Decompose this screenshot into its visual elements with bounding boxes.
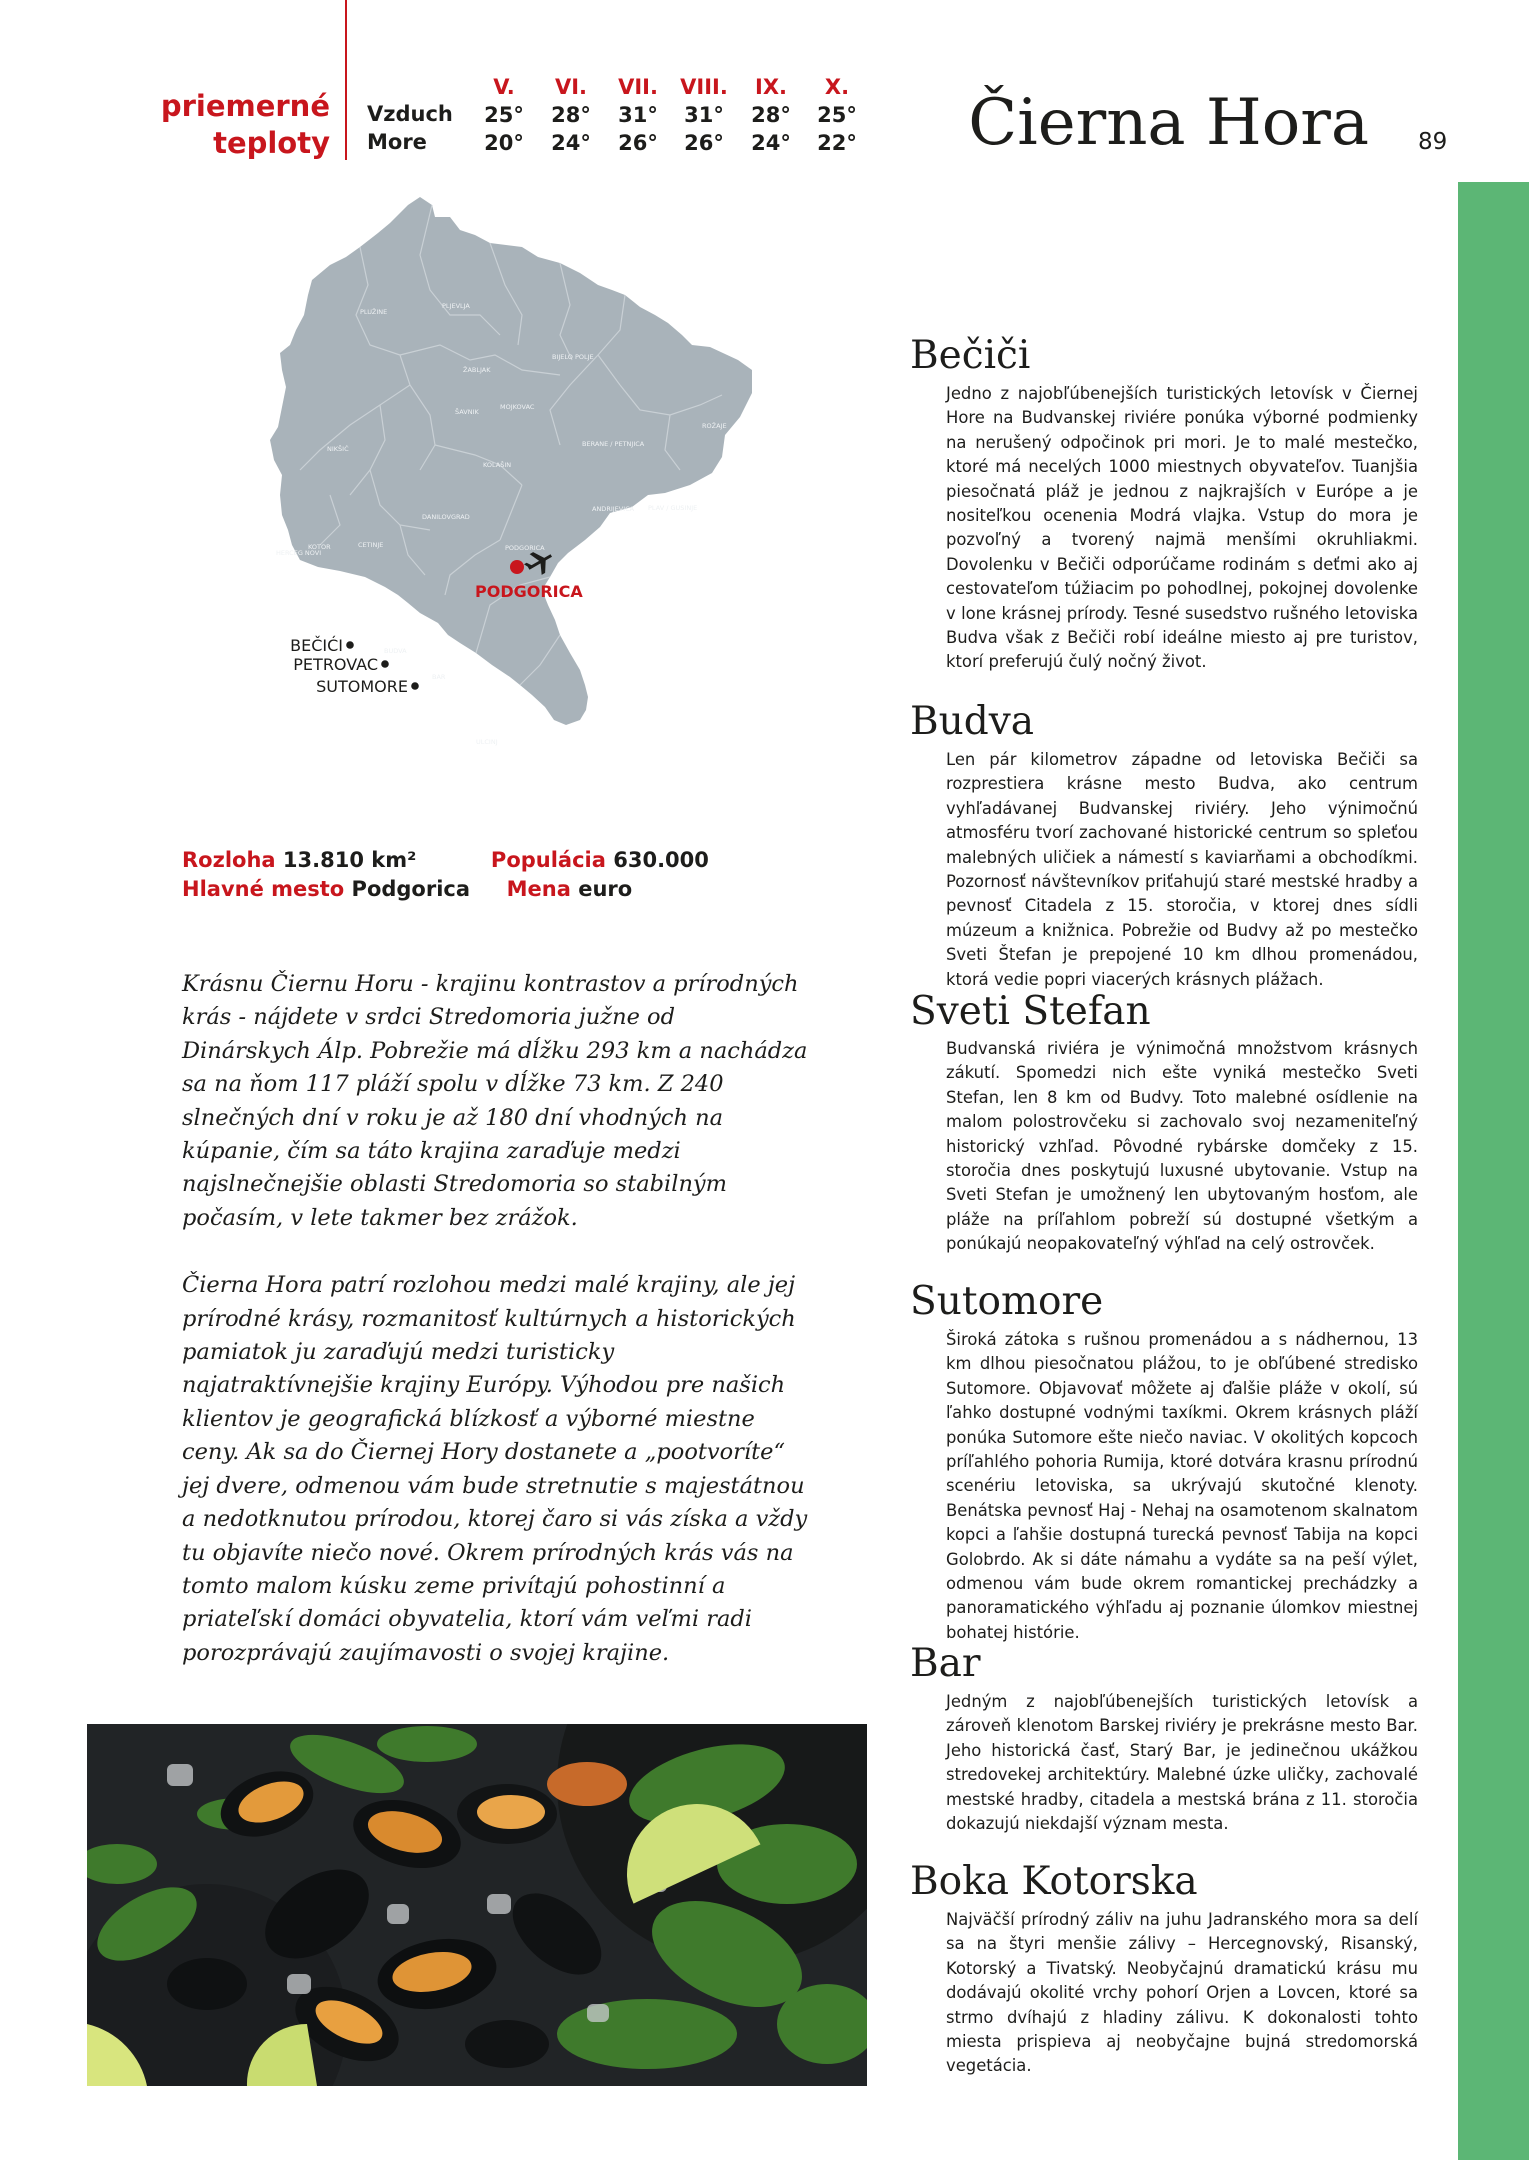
- intro-text: [182, 968, 810, 1704]
- capital-label: PODGORICA: [475, 582, 583, 601]
- section-title: Budva: [910, 699, 1035, 744]
- map-region-label: DANILOVGRAD: [422, 513, 470, 521]
- map-region-label: PODGORICA: [505, 544, 545, 552]
- map-region-label: ULCINJ: [476, 738, 498, 746]
- sea-temp: 22°: [817, 131, 857, 155]
- currency-value: euro: [578, 877, 633, 901]
- month-label: V.: [493, 75, 515, 99]
- population-value: 630.000: [613, 848, 709, 872]
- month-column: [603, 73, 673, 157]
- sea-temp: 26°: [618, 131, 658, 155]
- resort-label: BEČIĆI: [290, 636, 343, 655]
- air-temp: 28°: [751, 103, 791, 127]
- temperature-heading-line1: priemerné: [160, 89, 330, 123]
- section-title: Bar: [910, 1641, 981, 1686]
- seafood-photo: [87, 1724, 867, 2086]
- country-facts: [182, 846, 709, 904]
- month-label: X.: [824, 75, 850, 99]
- map-region-label: ANDRIJEVICA: [592, 505, 635, 513]
- green-side-bar: [1458, 182, 1529, 2160]
- section-body: Budvanská riviéra je výnimočná množstvom krásnych zákutí. Spomedzi nich ešte vyniká mestečko Sveti Stefan, len 8 km od Budvy. Toto malebné osídlenie na malom polostrovčeku si zachovalo svoj nezameniteľný historický vzhľad. Pôvodné rybárske domčeky z 15. storočia dnes poskytujú luxusné ubytovanie. Vstup na Sveti Stefan je umožnený len ubytovaným hosťom, ale pláže na príľahlom pobreží sú dostupné všetkým a ponúkajú neopakovateľný výhľad na celý ostrovček.: [946, 1039, 1418, 1254]
- month-column: [669, 73, 739, 157]
- month-column: [469, 73, 539, 157]
- map-region-label: CETINJE: [358, 541, 384, 549]
- month-label: IX.: [755, 75, 787, 99]
- area-value: 13.810 km²: [282, 848, 417, 872]
- sea-temp: 26°: [684, 131, 724, 155]
- temperature-heading-line2: teploty: [213, 126, 330, 160]
- resort-marker: [411, 682, 419, 690]
- map-region-label: ŽABLJAK: [463, 366, 491, 374]
- section-body: Najväčší prírodný záliv na juhu Jadranského mora sa delí sa na štyri menšie zálivy – Hercegnovský, Risanský, Kotorský a Tivatský. Neobyčajnú dramatickú krásu mu dodávajú okolité vrchy pohorí Orjen a Lovcen, ktoré sa strmo dvíhajú z hladiny zálivu. K dokonalosti tohto miesta prispieva aj neobyčajne bujná stredomorská vegetácia.: [946, 1910, 1418, 2076]
- resort-marker: [381, 660, 389, 668]
- capital-city-value: Podgorica: [351, 877, 471, 901]
- month-label: VII.: [618, 75, 658, 99]
- resort-label: SUTOMORE: [316, 677, 408, 696]
- population-label: Populácia: [490, 848, 606, 872]
- map-region-label: KOTOR: [308, 543, 331, 551]
- section-title: Bečiči: [910, 333, 1031, 378]
- map-region-label: PLAV / GUSINJE: [648, 504, 698, 512]
- section-body: Jedným z najobľúbenejších turistických letovísk a zároveň klenotom Barskej riviéry je prekrásne mesto Bar. Jeho historická časť, Starý Bar, je jedinečnou ukážkou stredovekej architektúry. Malebné úzke uličky, zachovalé mestské hradby, citadela a mestská brána z 11. storočia dokazujú niekdajší význam mesta.: [946, 1692, 1418, 1834]
- resort-label: PETROVAC: [293, 655, 378, 674]
- month-label: VIII.: [680, 75, 728, 99]
- page-number: 89: [1418, 129, 1448, 155]
- section-body: Len pár kilometrov západne od letoviska Bečiči sa rozprestiera krásne mesto Budva, ako centrum vyhľadávanej Budvanskej riviéry. Jeho výnimočnú atmosféru tvorí zachované historické centrum so spleťou malebných uličiek a námestí s kaviarňami a obchodíkmi. Pozornosť návštevníkov priťahujú staré mestské hradby a pevnosť Citadela z 15. storočia, v ktorej dnes sídli múzeum a knižnica. Pobrežie od Budvy až po mestečko Sveti Štefan je prepojené 10 km dlhou promenádou, ktorá vedie popri viacerých krásnych plážach.: [946, 750, 1418, 989]
- air-temp: 31°: [618, 103, 658, 127]
- map-region-label: MOJKOVAC: [500, 403, 535, 411]
- map-region-label: BAR: [432, 673, 446, 681]
- resort-marker: [346, 641, 354, 649]
- air-temp: 25°: [817, 103, 857, 127]
- section-body: Jedno z najobľúbenejších turistických letovísk v Čiernej Hore na Budvanskej riviére ponúka výborné podmienky na nerušený odpočinok pri mori. Je to malé mestečko, ktoré má necelých 1000 miestnych obyvateľov. Tuanjšia piesočnatá pláž je jednou z najkrajších v Európe a je nositeľkou ocenenia Modrá vlajka. Vstup do mora je pozvoľný a tvorený najmä menšími okruhliakmi. Dovolenku v Bečiči odporúčame rodinám s deťmi ako aj cestovateľom túžiacim po pohodlnej, pokojnej dovolenke v lone krásnej prírody. Tesné susedstvo rušného letoviska Budva však z Bečiči robí ideálne miesto aj pre turistov, ktorí preferujú čulý nočný život.: [946, 384, 1418, 672]
- section-title: Boka Kotorska: [910, 1859, 1198, 1904]
- sea-temp: 20°: [484, 131, 524, 155]
- map-region-label: BIJELO POLJE: [552, 353, 594, 361]
- map-region-label: PLJEVLJA: [442, 302, 470, 310]
- currency-label: Mena: [506, 877, 571, 901]
- section-title: Sutomore: [910, 1279, 1104, 1324]
- capital-city-label: Hlavné mesto: [182, 877, 345, 901]
- map-region-label: ŠAVNIK: [455, 408, 479, 416]
- map-region-label: KOLAŠIN: [483, 461, 512, 469]
- month-column: [736, 73, 806, 157]
- month-column: [802, 73, 872, 157]
- map-region-label: ROŽAJE: [702, 422, 727, 430]
- air-temp: 31°: [684, 103, 724, 127]
- area-label: Rozloha: [182, 848, 276, 872]
- map-region-label: BERANE / PETNJICA: [582, 440, 645, 448]
- map-region-label: PLUŽINE: [360, 308, 388, 316]
- map-region-label: NIKŠIĆ: [327, 445, 349, 453]
- intro-paragraph: Čierna Hora patrí rozlohou medzi malé krajiny, ale jej prírodné krásy, rozmanitosť kultúrnych a historických pamiatok ju zaraďujú medzi turisticky najatraktívnejšie krajiny Európy. Výhodou pre našich klientov je geografická blízkosť a výborné miestne ceny. Ak sa do Čiernej Hory dostanete a „pootvoríte“ jej dvere, odmenou vám bude stretnutie s majestátnou a nedotknutou prírodou, ktorej čaro si vás získa a vždy tu objavíte niečo nové. Okrem prírodných krás vás na tomto malom kúsku zeme privítajú pohostinní a priateľskí domáci obyvatelia, ktorí vám veľmi radi porozprávajú zaujímavosti o svojej krajine.: [182, 1272, 808, 1666]
- sea-row-label: More: [367, 130, 427, 154]
- air-row-label: Vzduch: [367, 102, 453, 126]
- section-body: Široká zátoka s rušnou promenádou a s nádhernou, 13 km dlhou piesočnatou plážou, to je obľúbené stredisko Sutomore. Objavovať môžete aj ďalšie pláže v okolí, sú ľahko dostupné vodnými taxíkmi. Okrem krásnych pláží ponúka Sutomore ešte niečo naviac. V okolitých kopcoch príľahlého pohoria Rumija, ktoré dotvára krasnu prírodnú scenériu letoviska, sa ukrývajú skutočné klenoty. Benátska pevnosť Haj - Nehaj na osamotenom skalnatom kopci a ľahšie dostupná turecká pevnosť Tabija na kopci Golobrdo. Ak si dáte námahu a vydáte sa na peší výlet, odmenou vám bude okrem romantickej prechádzky a panoramatického výhľadu aj poznanie úlomkov miestnej bohatej histórie.: [946, 1330, 1418, 1642]
- montenegro-map: [260, 195, 780, 795]
- facts-row: [182, 875, 709, 904]
- facts-row: [182, 846, 709, 875]
- month-column: [536, 73, 606, 157]
- temperature-row-labels: [367, 100, 453, 156]
- capital-marker: [510, 560, 524, 574]
- page-title: Čierna Hora: [968, 86, 1369, 160]
- air-temp: 28°: [551, 103, 591, 127]
- month-label: VI.: [554, 75, 588, 99]
- map-region-label: BUDVA: [384, 647, 407, 655]
- temperature-heading: [110, 88, 330, 162]
- section-title: Sveti Stefan: [910, 989, 1151, 1034]
- sea-temp: 24°: [551, 131, 591, 155]
- header-divider: [345, 0, 347, 160]
- air-temp: 25°: [484, 103, 524, 127]
- intro-paragraph: Krásnu Čiernu Horu - krajinu kontrastov a prírodných krás - nájdete v srdci Stredomoria južne od Dinárskych Álp. Pobrežie má dĺžku 293 km a nachádza sa na ňom 117 pláží spolu v dĺžke 73 km. Z 240 slnečných dní v roku je až 180 dní vhodných na kúpanie, čím sa táto krajina zaraďuje medzi najslnečnejšie oblasti Stredomoria so stabilným počasím, v lete takmer bez zrážok.: [182, 971, 808, 1231]
- map-region-label: HERCEG NOVI: [276, 549, 322, 557]
- sea-temp: 24°: [751, 131, 791, 155]
